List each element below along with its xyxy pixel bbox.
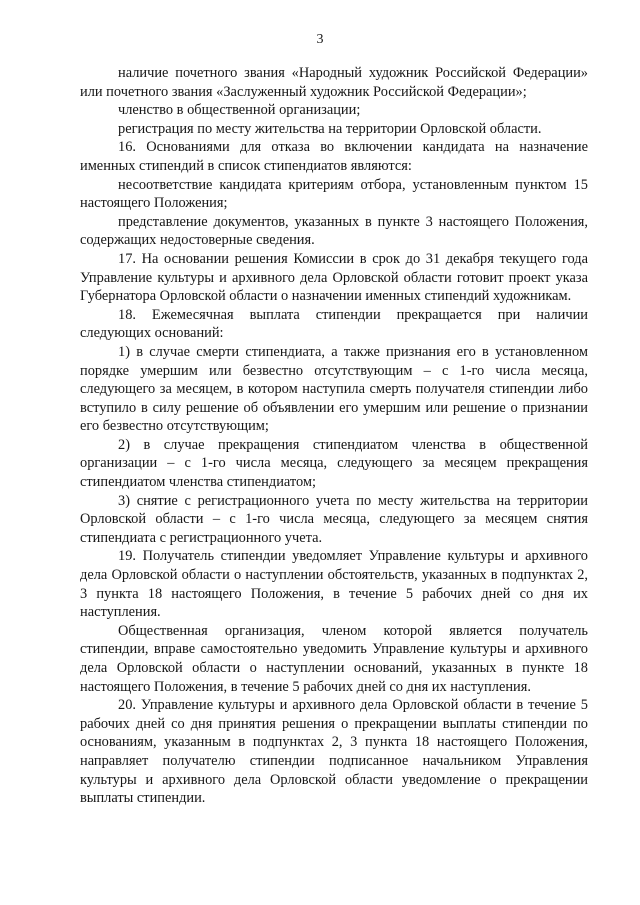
document-body (80, 64, 588, 808)
paragraph: 17. На основании решения Комиссии в срок до 31 декабря текущего года Управление культуры и архивного дела Орловской области готовит проект указа Губернатора Орловской области о назначении именных стипендий художникам. (80, 250, 588, 305)
paragraph: 3) снятие с регистрационного учета по месту жительства на территории Орловской области – с 1-го числа месяца, следующего за месяцем снятия стипендиата с регистрационного учета. (80, 492, 588, 546)
paragraph: членство в общественной организации; (118, 102, 361, 119)
paragraph: 18. Ежемесячная выплата стипендии прекращается при наличии следующих оснований: (80, 306, 588, 342)
paragraph: Общественная организация, членом которой является получатель стипендии, вправе самостоятельно уведомить Управление культуры и архивного дела Орловской области о наступлении оснований, указанных в пункте 18 настоящего Положения, в течение 5 рабочих дней со дня их наступления. (80, 622, 588, 695)
paragraph: 1) в случае смерти стипендиата, а также признания его в установленном порядке умершим или безвестно отсутствующим – с 1-го числа месяца, следующего за месяцем, в котором наступила смерть получателя стипендии либо вступило в силу решение об объявлении его умершим или решение о признании его безвестно отсутствующим; (80, 343, 588, 435)
page-number: 3 (316, 32, 324, 47)
paragraph: представление документов, указанных в пункте 3 настоящего Положения, содержащих недостоверные сведения. (80, 213, 588, 249)
paragraph: 16. Основаниями для отказа во включении кандидата на назначение именных стипендий в список стипендиатов являются: (80, 139, 588, 174)
paragraph: несоответствие кандидата критериям отбора, установленным пунктом 15 настоящего Положения; (80, 176, 588, 212)
paragraph: регистрация по месту жительства на территории Орловской области. (118, 120, 542, 137)
paragraph: 19. Получатель стипендии уведомляет Управление культуры и архивного дела Орловской области о наступлении обстоятельств, указанных в подпунктах 2, 3 пункта 18 настоящего Положения, в течение 5 рабочих дней со дня их наступления. (80, 548, 588, 621)
paragraph: 2) в случае прекращения стипендиатом членства в общественной организации – с 1-го числа месяца, следующего за месяцем прекращения стипендиатом членства стипендиатом; (80, 436, 588, 491)
paragraph: наличие почетного звания «Народный художник Российской Федерации» или почетного звания «Заслуженный художник Российской Федерации»; (80, 65, 588, 100)
paragraph: 20. Управление культуры и архивного дела Орловской области в течение 5 рабочих дней со дня принятия решения о прекращении выплаты стипендии по основаниям, указанным в подпунктах 2, 3 пункта 18 настоящего Положения, направляет получателю стипендии подписанное начальником Управления культуры и архивного дела Орловской области уведомление о прекращении выплаты стипендии. (80, 697, 588, 807)
